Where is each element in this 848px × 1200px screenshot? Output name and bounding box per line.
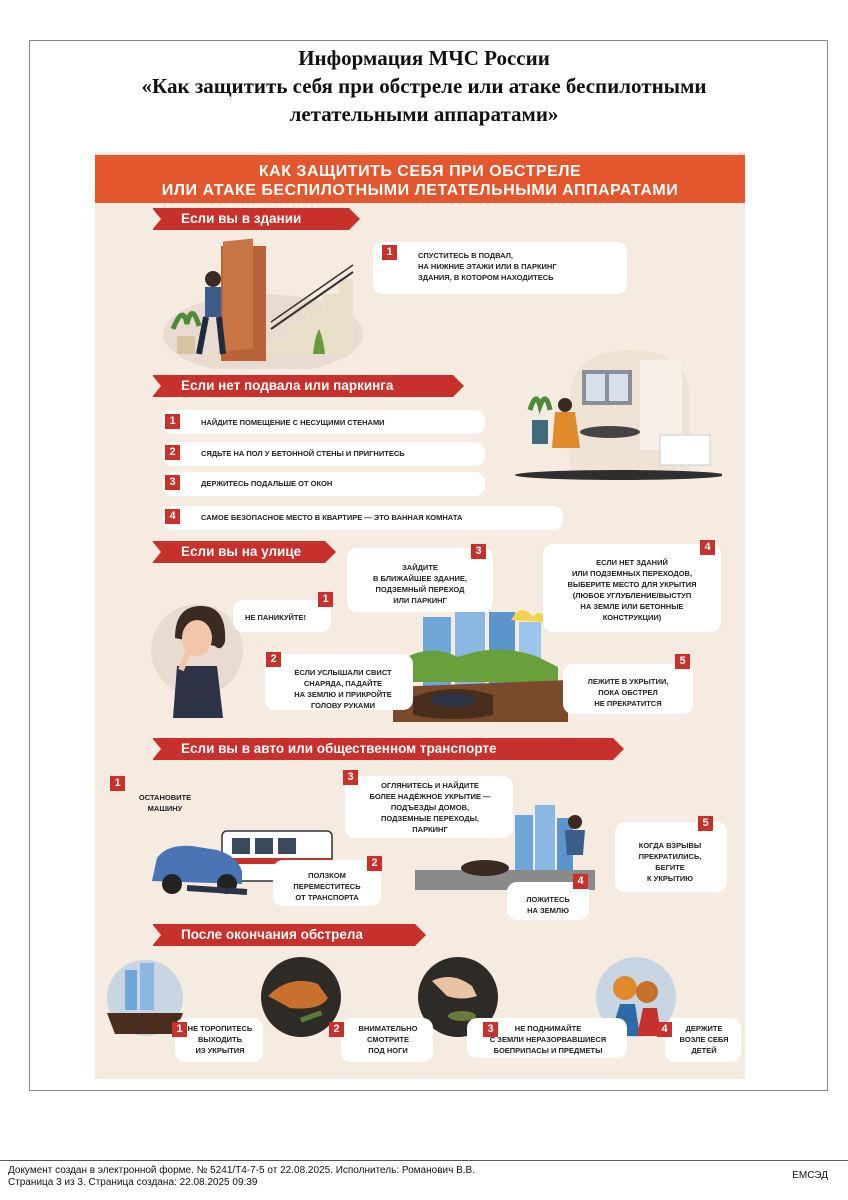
footer-line1: Документ создан в электронной форме. № 5241/Т4-7-5 от 22.08.2025. Исполнитель: Романович В.В. [8, 1165, 475, 1176]
step-line: ВОЗЛЕ СЕБЯ [679, 1035, 729, 1044]
step-line: ПОЛЗКОМ [308, 871, 346, 880]
step-line: ОГЛЯНИТЕСЬ И НАЙДИТЕ [381, 781, 479, 790]
step-text-transport-3 [345, 780, 515, 835]
step-number: 1 [172, 1022, 187, 1037]
step-line: ЕСЛИ НЕТ ЗДАНИЙ [596, 558, 668, 567]
step-number: 1 [318, 592, 333, 607]
room-illustration [510, 340, 722, 480]
step-line: ЛЕЖИТЕ В УКРЫТИИ, [587, 677, 669, 686]
footer-system-label: ЕМСЭД [792, 1170, 828, 1181]
step-line: БОЛЕЕ НАДЁЖНОЕ УКРЫТИЕ — [369, 792, 491, 801]
step-line: К УКРЫТИЮ [647, 874, 693, 883]
step-text-nb-3: ДЕРЖИТЕСЬ ПОДАЛЬШЕ ОТ ОКОН [201, 479, 333, 488]
step-number: 3 [483, 1022, 498, 1037]
step-line: НА ЗЕМЛЮ [527, 906, 569, 915]
step-text-street-5 [563, 676, 693, 709]
step-line: ВНИМАТЕЛЬНО [358, 1024, 418, 1033]
ribbon-building: Если вы в здании [153, 208, 349, 230]
step-line: ПОДЗЕМНЫЙ ПЕРЕХОД [375, 585, 465, 594]
step-text-street-4 [543, 557, 721, 623]
step-number: 3 [165, 475, 180, 490]
step-line: ПОДЪЕЗДЫ ДОМОВ, [390, 803, 470, 812]
step-text-transport-2 [273, 870, 381, 903]
ribbon-street: Если вы на улице [153, 541, 325, 563]
document-title-line1: Информация МЧС России [298, 46, 550, 70]
step-line: СМОТРИТЕ [367, 1035, 409, 1044]
step-line: (ЛЮБОЕ УГЛУБЛЕНИЕ/ВЫСТУП [572, 591, 692, 600]
step-line: ОСТАНОВИТЕ [138, 793, 192, 802]
step-text-transport-5 [615, 840, 725, 884]
step-number: 3 [343, 770, 358, 785]
step-line: НЕ ТОРОПИТЕСЬ [187, 1024, 253, 1033]
staircase-illustration [153, 234, 363, 369]
step-line: ДЕТЕЙ [691, 1046, 717, 1055]
step-line: ЛОЖИТЕСЬ [526, 895, 570, 904]
step-line: НА НИЖНИЕ ЭТАЖИ ИЛИ В ПАРКИНГ [418, 262, 557, 271]
document-title [0, 44, 848, 128]
step-line: ЗАЙДИТЕ [402, 563, 438, 572]
step-line: ПОД НОГИ [368, 1046, 408, 1055]
step-line: БОЕПРИПАСЫ И ПРЕДМЕТЫ [493, 1046, 603, 1055]
step-line: НЕ ПРЕКРАТИТСЯ [594, 699, 662, 708]
step-line: ИЛИ ПАРКИНГ [393, 596, 447, 605]
step-number: 3 [471, 544, 486, 559]
step-text-after-1 [177, 1023, 263, 1056]
step-line: КОГДА ВЗРЫВЫ [638, 841, 702, 850]
step-number: 2 [367, 856, 382, 871]
step-line: НЕ ПОДНИМАЙТЕ [514, 1024, 582, 1033]
step-line: ИЗ УКРЫТИЯ [195, 1046, 245, 1055]
step-line: ГОЛОВУ РУКАМИ [311, 701, 375, 710]
step-text-street-1 [245, 612, 306, 623]
document-footer [0, 1160, 848, 1188]
step-line: СНАРЯДА, ПАДАЙТЕ [303, 679, 383, 688]
step-line: ЗДАНИЯ, В КОТОРОМ НАХОДИТЕСЬ [418, 273, 554, 282]
infographic-poster [95, 152, 745, 1079]
step-line: НЕ ПАНИКУЙТЕ! [245, 613, 307, 622]
step-text-after-2 [343, 1023, 433, 1056]
step-line: ВЫХОДИТЬ [197, 1035, 242, 1044]
step-line: ОТ ТРАНСПОРТА [295, 893, 359, 902]
step-text-street-2 [273, 667, 413, 711]
step-number: 4 [165, 509, 180, 524]
document-title-line3: летательными аппаратами» [289, 102, 559, 126]
step-line: ПОКА ОБСТРЕЛ [598, 688, 658, 697]
step-line: НА ЗЕМЛЕ ИЛИ БЕТОННЫЕ [580, 602, 684, 611]
ribbon-after: После окончания обстрела [153, 924, 415, 946]
banner-line1: КАК ЗАЩИТИТЬ СЕБЯ ПРИ ОБСТРЕЛЕ [258, 163, 582, 180]
step-line: С ЗЕМЛИ НЕРАЗОРВАВШИЕСЯ [489, 1035, 607, 1044]
step-text-nb-2: СЯДЬТЕ НА ПОЛ У БЕТОННОЙ СТЕНЫ И ПРИГНИТЕСЬ [201, 449, 405, 458]
step-number: 2 [266, 652, 281, 667]
step-line: ПАРКИНГ [412, 825, 448, 834]
step-text-nb-4: САМОЕ БЕЗОПАСНОЕ МЕСТО В КВАРТИРЕ — ЭТО ВАННАЯ КОМНАТА [201, 513, 463, 522]
step-line: ПОДЗЕМНЫЕ ПЕРЕХОДЫ, [380, 814, 480, 823]
banner-line2: ИЛИ АТАКЕ БЕСПИЛОТНЫМИ ЛЕТАТЕЛЬНЫМИ АППАРАТАМИ [161, 182, 679, 199]
step-line: ПЕРЕМЕСТИТЕСЬ [293, 882, 361, 891]
step-text-building-1 [418, 250, 557, 283]
footer-line2: Страница 3 из 3. Страница создана: 22.08.2025 09:39 [8, 1177, 258, 1188]
step-line: БЕГИТЕ [655, 863, 685, 872]
step-line: В БЛИЖАЙШЕЕ ЗДАНИЕ, [373, 574, 467, 583]
step-line: НА ЗЕМЛЮ И ПРИКРОЙТЕ [294, 690, 392, 699]
step-number: 5 [675, 654, 690, 669]
step-line: СПУСТИТЕСЬ В ПОДВАЛ, [418, 251, 514, 260]
step-text-street-3 [347, 562, 493, 606]
step-number: 1 [165, 414, 180, 429]
step-number: 5 [698, 816, 713, 831]
panicking-woman-illustration [147, 588, 247, 720]
step-text-transport-1 [115, 792, 215, 814]
step-line: ПРЕКРАТИЛИСЬ, [638, 852, 702, 861]
step-line: МАШИНУ [147, 804, 183, 813]
ribbon-no-basement: Если нет подвала или паркинга [153, 375, 453, 397]
step-number: 2 [329, 1022, 344, 1037]
step-line: ВЫБЕРИТЕ МЕСТО ДЛЯ УКРЫТИЯ [567, 580, 697, 589]
step-text-nb-1: НАЙДИТЕ ПОМЕЩЕНИЕ С НЕСУЩИМИ СТЕНАМИ [201, 418, 385, 427]
step-line: ИЛИ ПОДЗЕМНЫХ ПЕРЕХОДОВ, [571, 569, 693, 578]
step-number: 4 [700, 540, 715, 555]
step-line: ДЕРЖИТЕ [685, 1024, 723, 1033]
step-text-after-4 [667, 1023, 741, 1056]
step-line: ЕСЛИ УСЛЫШАЛИ СВИСТ [294, 668, 392, 677]
ribbon-transport: Если вы в авто или общественном транспорте [153, 738, 613, 760]
step-line: КОНСТРУКЦИИ) [602, 613, 662, 622]
step-number: 4 [657, 1022, 672, 1037]
step-number: 2 [165, 445, 180, 460]
document-title-line2: «Как защитить себя при обстреле или атаке беспилотными [141, 74, 707, 98]
step-number: 1 [382, 245, 397, 260]
step-text-transport-4 [507, 894, 589, 916]
step-number: 4 [573, 874, 588, 889]
poster-banner [95, 155, 745, 203]
step-text-after-3 [467, 1023, 629, 1056]
step-number: 1 [110, 776, 125, 791]
